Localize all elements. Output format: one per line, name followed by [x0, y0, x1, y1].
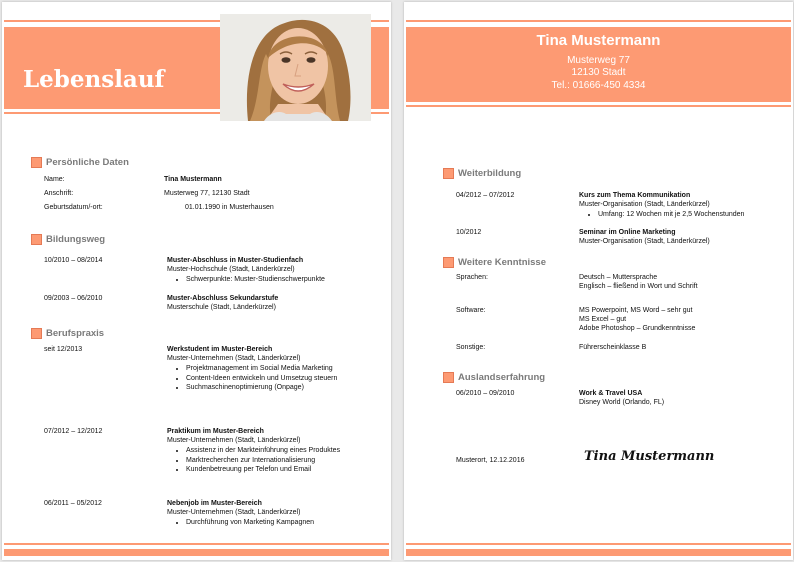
square-bullet-icon: [31, 328, 42, 339]
entry-org: Musterschule (Stadt, Länderkürzel): [167, 304, 276, 311]
skill-line: Deutsch – Muttersprache: [579, 274, 658, 281]
skill-label: Sprachen:: [456, 274, 488, 281]
cv-page-2: [404, 2, 793, 560]
list-item: • Kundenbetreuung per Telefon und Email: [186, 465, 361, 475]
footer-stripe: [406, 543, 791, 545]
entry-bullets: [167, 275, 386, 285]
entry-title: Seminar im Online Marketing: [579, 229, 676, 236]
entry-date: 10/2012: [456, 229, 482, 236]
entry-bullets: [167, 446, 361, 475]
list-item: • Content-Ideen entwickeln und Umsetzug steuern: [186, 374, 361, 384]
section-title: Weitere Kenntnisse: [458, 257, 546, 268]
value-name: Tina Mustermann: [164, 176, 222, 183]
section-heading-education: [31, 234, 105, 245]
skill-line: Führerscheinklasse B: [579, 344, 647, 351]
entry-title: Kurs zum Thema Kommunikation: [579, 192, 691, 199]
place-date: Musterort, 12.12.2016: [456, 457, 525, 464]
entry-title: Muster-Abschluss Sekundarstufe: [167, 295, 279, 302]
value-birth: 01.01.1990 in Musterhausen: [185, 204, 274, 211]
entry-date: seit 12/2013: [44, 346, 83, 353]
skill-line: MS Excel – gut: [579, 316, 627, 323]
cv-page-1: [2, 2, 391, 560]
section-heading-training: [443, 168, 521, 179]
skill-label: Software:: [456, 307, 486, 314]
skill-line: Englisch – fließend in Wort und Schrift: [579, 283, 698, 290]
entry-title: Nebenjob im Muster-Bereich: [167, 500, 262, 507]
header-phone: Tel.: 01666-450 4334: [551, 80, 646, 91]
entry-org: Muster-Unternehmen (Stadt, Länderkürzel): [167, 509, 301, 516]
skill-label: Sonstige:: [456, 344, 486, 351]
section-heading-skills: [443, 257, 546, 268]
section-title: Bildungsweg: [46, 234, 106, 245]
entry-date: 06/2010 – 09/2010: [456, 390, 515, 397]
entry-title: Work & Travel USA: [579, 390, 643, 397]
section-heading-experience: [31, 328, 104, 339]
footer-band: [406, 549, 791, 556]
square-bullet-icon: [443, 372, 454, 383]
header-name: Tina Mustermann: [536, 32, 661, 49]
square-bullet-icon: [31, 157, 42, 168]
skill-line: Adobe Photoshop – Grundkenntnisse: [579, 325, 696, 332]
header-stripe: [406, 105, 791, 107]
square-bullet-icon: [31, 234, 42, 245]
header-stripe: [406, 20, 791, 22]
list-item: • Marktrecherchen zur Internationalisierung: [186, 456, 361, 466]
section-title: Auslandserfahrung: [458, 372, 546, 383]
label-name: Name:: [44, 176, 65, 183]
header-street: Musterweg 77: [567, 55, 630, 66]
label-address: Anschrift:: [44, 190, 74, 197]
entry-date: 06/2011 – 05/2012: [44, 500, 102, 507]
entry-date: 10/2010 – 08/2014: [44, 257, 103, 264]
square-bullet-icon: [443, 257, 454, 268]
entry-date: 07/2012 – 12/2012: [44, 428, 103, 435]
entry-org: Muster-Unternehmen (Stadt, Länderkürzel): [167, 355, 301, 362]
entry-title: Praktikum im Muster-Bereich: [167, 428, 264, 435]
skill-line: MS Powerpoint, MS Word – sehr gut: [579, 307, 693, 314]
label-birth: Geburtsdatum/-ort:: [44, 204, 103, 211]
section-heading-personal: [31, 157, 129, 168]
entry-org: Muster-Unternehmen (Stadt, Länderkürzel): [167, 437, 301, 444]
entry-date: 09/2003 – 06/2010: [44, 295, 103, 302]
square-bullet-icon: [443, 168, 454, 179]
cv-title: Lebenslauf: [23, 66, 165, 93]
list-item: • Assistenz in der Markteinführung eines Produktes: [186, 446, 361, 456]
signature: Tina Mustermann: [584, 449, 715, 464]
value-address: Musterweg 77, 12130 Stadt: [164, 190, 250, 197]
list-item: • Schwerpunkte: Muster-Studienschwerpunkte: [186, 275, 386, 285]
footer-band: [4, 549, 389, 556]
list-item: • Suchmaschinenoptimierung (Onpage): [186, 383, 361, 393]
portrait-photo: [220, 14, 371, 121]
entry-org: Disney World (Orlando, FL): [579, 399, 665, 406]
entry-org: Muster-Organisation (Stadt, Länderkürzel): [579, 201, 710, 208]
section-title: Persönliche Daten: [46, 157, 129, 168]
section-title: Weiterbildung: [458, 168, 522, 179]
entry-org: Muster-Hochschule (Stadt, Länderkürzel): [167, 266, 295, 273]
entry-title: Muster-Abschluss in Muster-Studienfach: [167, 257, 304, 264]
entry-bullets: [167, 364, 361, 393]
header-city: 12130 Stadt: [571, 67, 626, 78]
list-item: • Umfang: 12 Wochen mit je 2,5 Wochenstunden: [598, 210, 793, 220]
list-item: • Projektmanagement im Social Media Marketing: [186, 364, 361, 374]
entry-date: 04/2012 – 07/2012: [456, 192, 515, 199]
entry-bullets: [579, 210, 793, 220]
entry-title: Werkstudent im Muster-Bereich: [167, 346, 273, 353]
section-heading-abroad: [443, 372, 545, 383]
section-title: Berufspraxis: [46, 328, 105, 339]
entry-bullets: [167, 518, 386, 528]
list-item: • Durchführung von Marketing Kampagnen: [186, 518, 386, 528]
footer-stripe: [4, 543, 389, 545]
entry-org: Muster-Organisation (Stadt, Länderkürzel): [579, 238, 710, 245]
